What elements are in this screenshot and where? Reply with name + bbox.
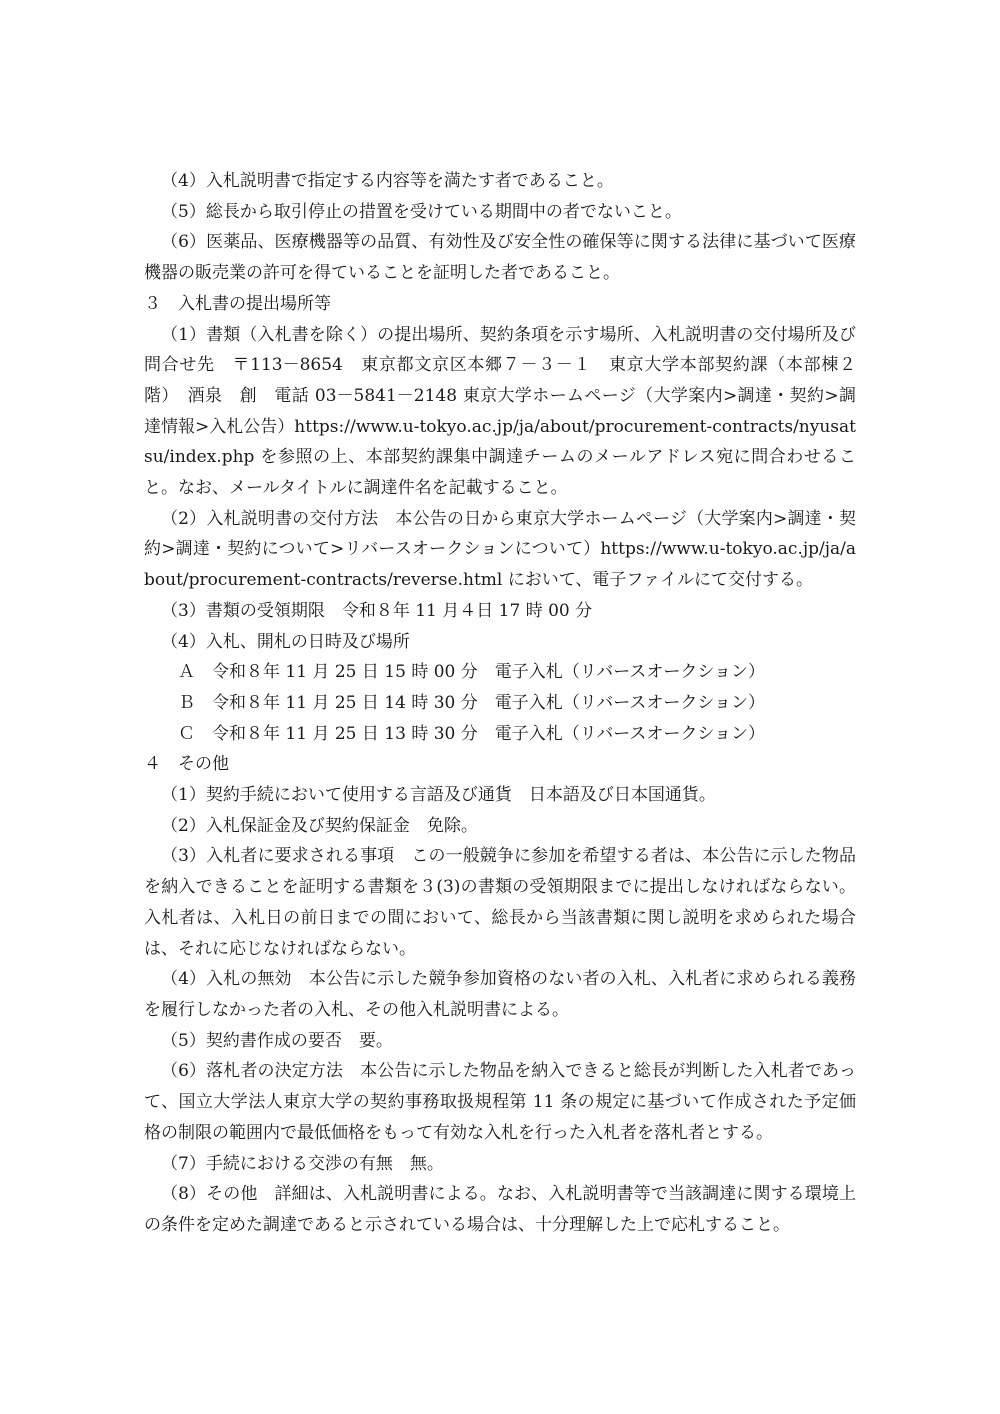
item-4-6: （6）落札者の決定方法 本公告に示した物品を納入できると総長が判断した入札者であって、国立大学法人東京大学の契約事務取扱規程第 11 条の規定に基づいて作成された予定価格の制限の範囲内で最低価格をもって有効な入札を行った入札者を落札者とする。 <box>144 1061 856 1143</box>
item-2-4: （4）入札説明書で指定する内容等を満たす者であること。 <box>161 171 614 191</box>
item-3-4-a: Ａ 令和８年 11 月 25 日 15 時 00 分 電子入札（リバースオークション） <box>178 662 766 683</box>
item-2-6: （6）医薬品、医療機器等の品質、有効性及び安全性の確保等に関する法律に基づいて医療機器の販売業の許可を得ていることを証明した者であること。 <box>144 232 856 284</box>
item-4-3: （3）入札者に要求される事項 この一般競争に参加を希望する者は、本公告に示した物品を納入できることを証明する書類を３(3)の書類の受領期限までに提出しなければならない。入札者は、入札日の前日までの間において、総長から当該書類に関し説明を求められた場合は、それに応じなければならない。 <box>144 846 856 959</box>
item-3-4-c: Ｃ 令和８年 11 月 25 日 13 時 30 分 電子入札（リバースオークション） <box>178 723 766 744</box>
item-2-5: （5）総長から取引停止の措置を受けている期間中の者でないこと。 <box>161 201 682 222</box>
section-3-heading: ３ 入札書の提出場所等 <box>144 293 331 314</box>
item-3-2: （2）入札説明書の交付方法 本公告の日から東京大学ホームページ（大学案内>調達・契約>調達・契約について>リバースオークションについて）https://www.u-tokyo.ac.jp/ja/about/procurement-contracts/reverse.html において、電子ファイルにて交付する。 <box>144 508 856 591</box>
item-4-8: （8）その他 詳細は、入札説明書による。なお、入札説明書等で当該調達に関する環境上の条件を定めた調達であると示されている場合は、十分理解した上で応札すること。 <box>144 1184 856 1235</box>
item-3-4: （4）入札、開札の日時及び場所 <box>161 631 410 652</box>
item-4-4: （4）入札の無効 本公告に示した競争参加資格のない者の入札、入札者に求められる義務を履行しなかった者の入札、その他入札説明書による。 <box>144 969 856 1020</box>
item-4-1: （1）契約手続において使用する言語及び通貨 日本語及び日本国通貨。 <box>161 785 716 806</box>
item-3-4-b: Ｂ 令和８年 11 月 25 日 14 時 30 分 電子入札（リバースオークション） <box>178 692 766 713</box>
section-4-heading: ４ その他 <box>144 754 229 775</box>
item-4-2: （2）入札保証金及び契約保証金 免除。 <box>161 815 478 836</box>
item-4-7: （7）手続における交渉の有無 無。 <box>161 1153 444 1174</box>
item-4-5: （5）契約書作成の要否 要。 <box>161 1030 393 1051</box>
item-3-1: （1）書類（入札書を除く）の提出場所、契約条項を示す場所、入札説明書の交付場所及び問合せ先 〒113－8654 東京都文京区本郷７－３－１ 東京大学本部契約課（本部棟２階） 酒泉 創 電話 03－5841－2148 東京大学ホームページ（大学案内>調達・契約>調達情報>入札公告）https://www.u-tokyo.ac.jp/ja/about/procurement-contracts/nyusatsu/index.php を参照の上、本部契約課集中調達チームのメールアドレス宛に問合わせること。なお、メールタイトルに調達件名を記載すること。 <box>144 324 856 499</box>
item-3-3: （3）書類の受領期限 令和８年 11 月４日 17 時 00 分 <box>161 600 593 621</box>
document-page <box>144 166 856 1241</box>
